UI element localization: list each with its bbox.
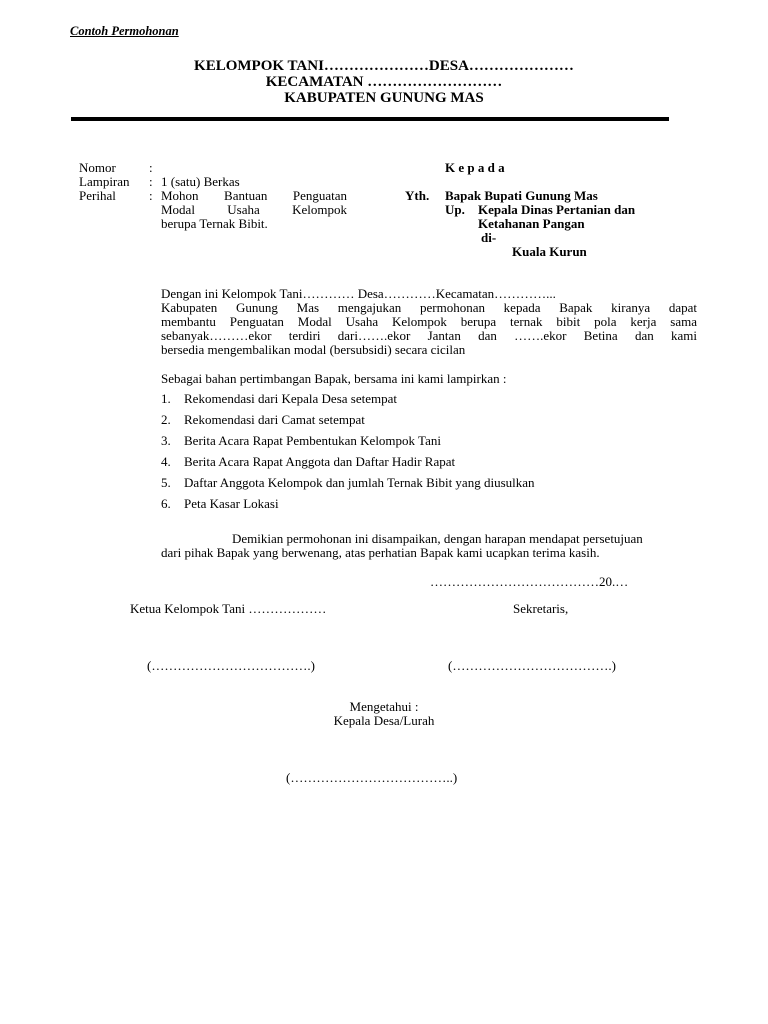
list-item: 4. Berita Acara Rapat Anggota dan Daftar Hadir Rapat — [161, 454, 456, 469]
perihal-value-line1: Mohon Bantuan Penguatan — [161, 188, 347, 203]
list-item: 3. Berita Acara Rapat Pembentukan Kelompok Tani — [161, 433, 441, 448]
header-regency-line: KABUPATEN GUNUNG MAS — [284, 90, 484, 106]
list-item: 5. Daftar Anggota Kelompok dan jumlah Ternak Bibit yang diusulkan — [161, 475, 535, 490]
attachment-list — [161, 391, 535, 517]
header-divider — [71, 117, 669, 121]
header-group-line: KELOMPOK TANI…………………DESA………………… — [194, 58, 574, 74]
village-head-signature: (………………………………..) — [286, 770, 458, 785]
chairman-title: Ketua Kelompok Tani ……………… — [130, 601, 327, 616]
request-line-1: Dengan ini Kelompok Tani………… Desa…………Kecamatan…………... — [161, 286, 556, 301]
place-name: Kuala Kurun — [512, 244, 587, 259]
perihal-value-line3: berupa Ternak Bibit. — [161, 216, 268, 231]
yth-label: Yth. — [405, 188, 430, 203]
lampiran-value: 1 (satu) Berkas — [161, 174, 240, 189]
request-line-2: Kabupaten Gunung Mas mengajukan permohonan kepada Bapak kiranya dapat — [161, 300, 697, 315]
di-label: di- — [481, 230, 497, 245]
lampiran-label: Lampiran — [79, 174, 130, 189]
closing-line2: dari pihak Bapak yang berwenang, atas perhatian Bapak kami ucapkan terima kasih. — [161, 545, 600, 560]
attachments-intro: Sebagai bahan pertimbangan Bapak, bersama ini kami lampirkan : — [161, 371, 507, 386]
list-item: 1. Rekomendasi dari Kepala Desa setempat — [161, 391, 397, 406]
perihal-colon: : — [149, 188, 153, 203]
header-district-line: KECAMATAN ……………………… — [265, 74, 503, 90]
up-label: Up. — [445, 202, 465, 217]
addressee-name: Bapak Bupati Gunung Mas — [445, 188, 598, 203]
request-line-4: sebanyak………ekor terdiri dari…….ekor Jantan dan …….ekor Betina dan kami — [161, 328, 697, 343]
closing-line1: Demikian permohonan ini disampaikan, dengan harapan mendapat persetujuan — [232, 531, 643, 546]
list-item: 6. Peta Kasar Lokasi — [161, 496, 279, 511]
sample-label: Contoh Permohonan — [70, 24, 179, 38]
secretary-title: Sekretaris, — [513, 601, 569, 616]
request-line-3: membantu Penguatan Modal Usaha Kelompok berupa ternak bibit pola kerja sama — [161, 314, 697, 329]
kepada-heading: K e p a d a — [445, 160, 505, 175]
date-line: …………………………………20.… — [430, 574, 629, 589]
village-head-title: Kepala Desa/Lurah — [333, 713, 435, 728]
office-line2: Ketahanan Pangan — [478, 216, 585, 231]
nomor-colon: : — [149, 160, 153, 175]
nomor-label: Nomor — [79, 160, 116, 175]
perihal-value-line2: Modal Usaha Kelompok — [161, 202, 347, 217]
list-item: 2. Rekomendasi dari Camat setempat — [161, 412, 365, 427]
chairman-signature: (……………………………….) — [147, 658, 315, 673]
request-paragraph — [161, 287, 697, 357]
secretary-signature: (……………………………….) — [448, 658, 616, 673]
request-line-5: bersedia mengembalikan modal (bersubsidi) secara cicilan — [161, 342, 466, 357]
lampiran-colon: : — [149, 174, 153, 189]
acknowledged-label: Mengetahui : — [349, 699, 419, 714]
perihal-label: Perihal — [79, 188, 116, 203]
office-line1: Kepala Dinas Pertanian dan — [478, 202, 636, 217]
